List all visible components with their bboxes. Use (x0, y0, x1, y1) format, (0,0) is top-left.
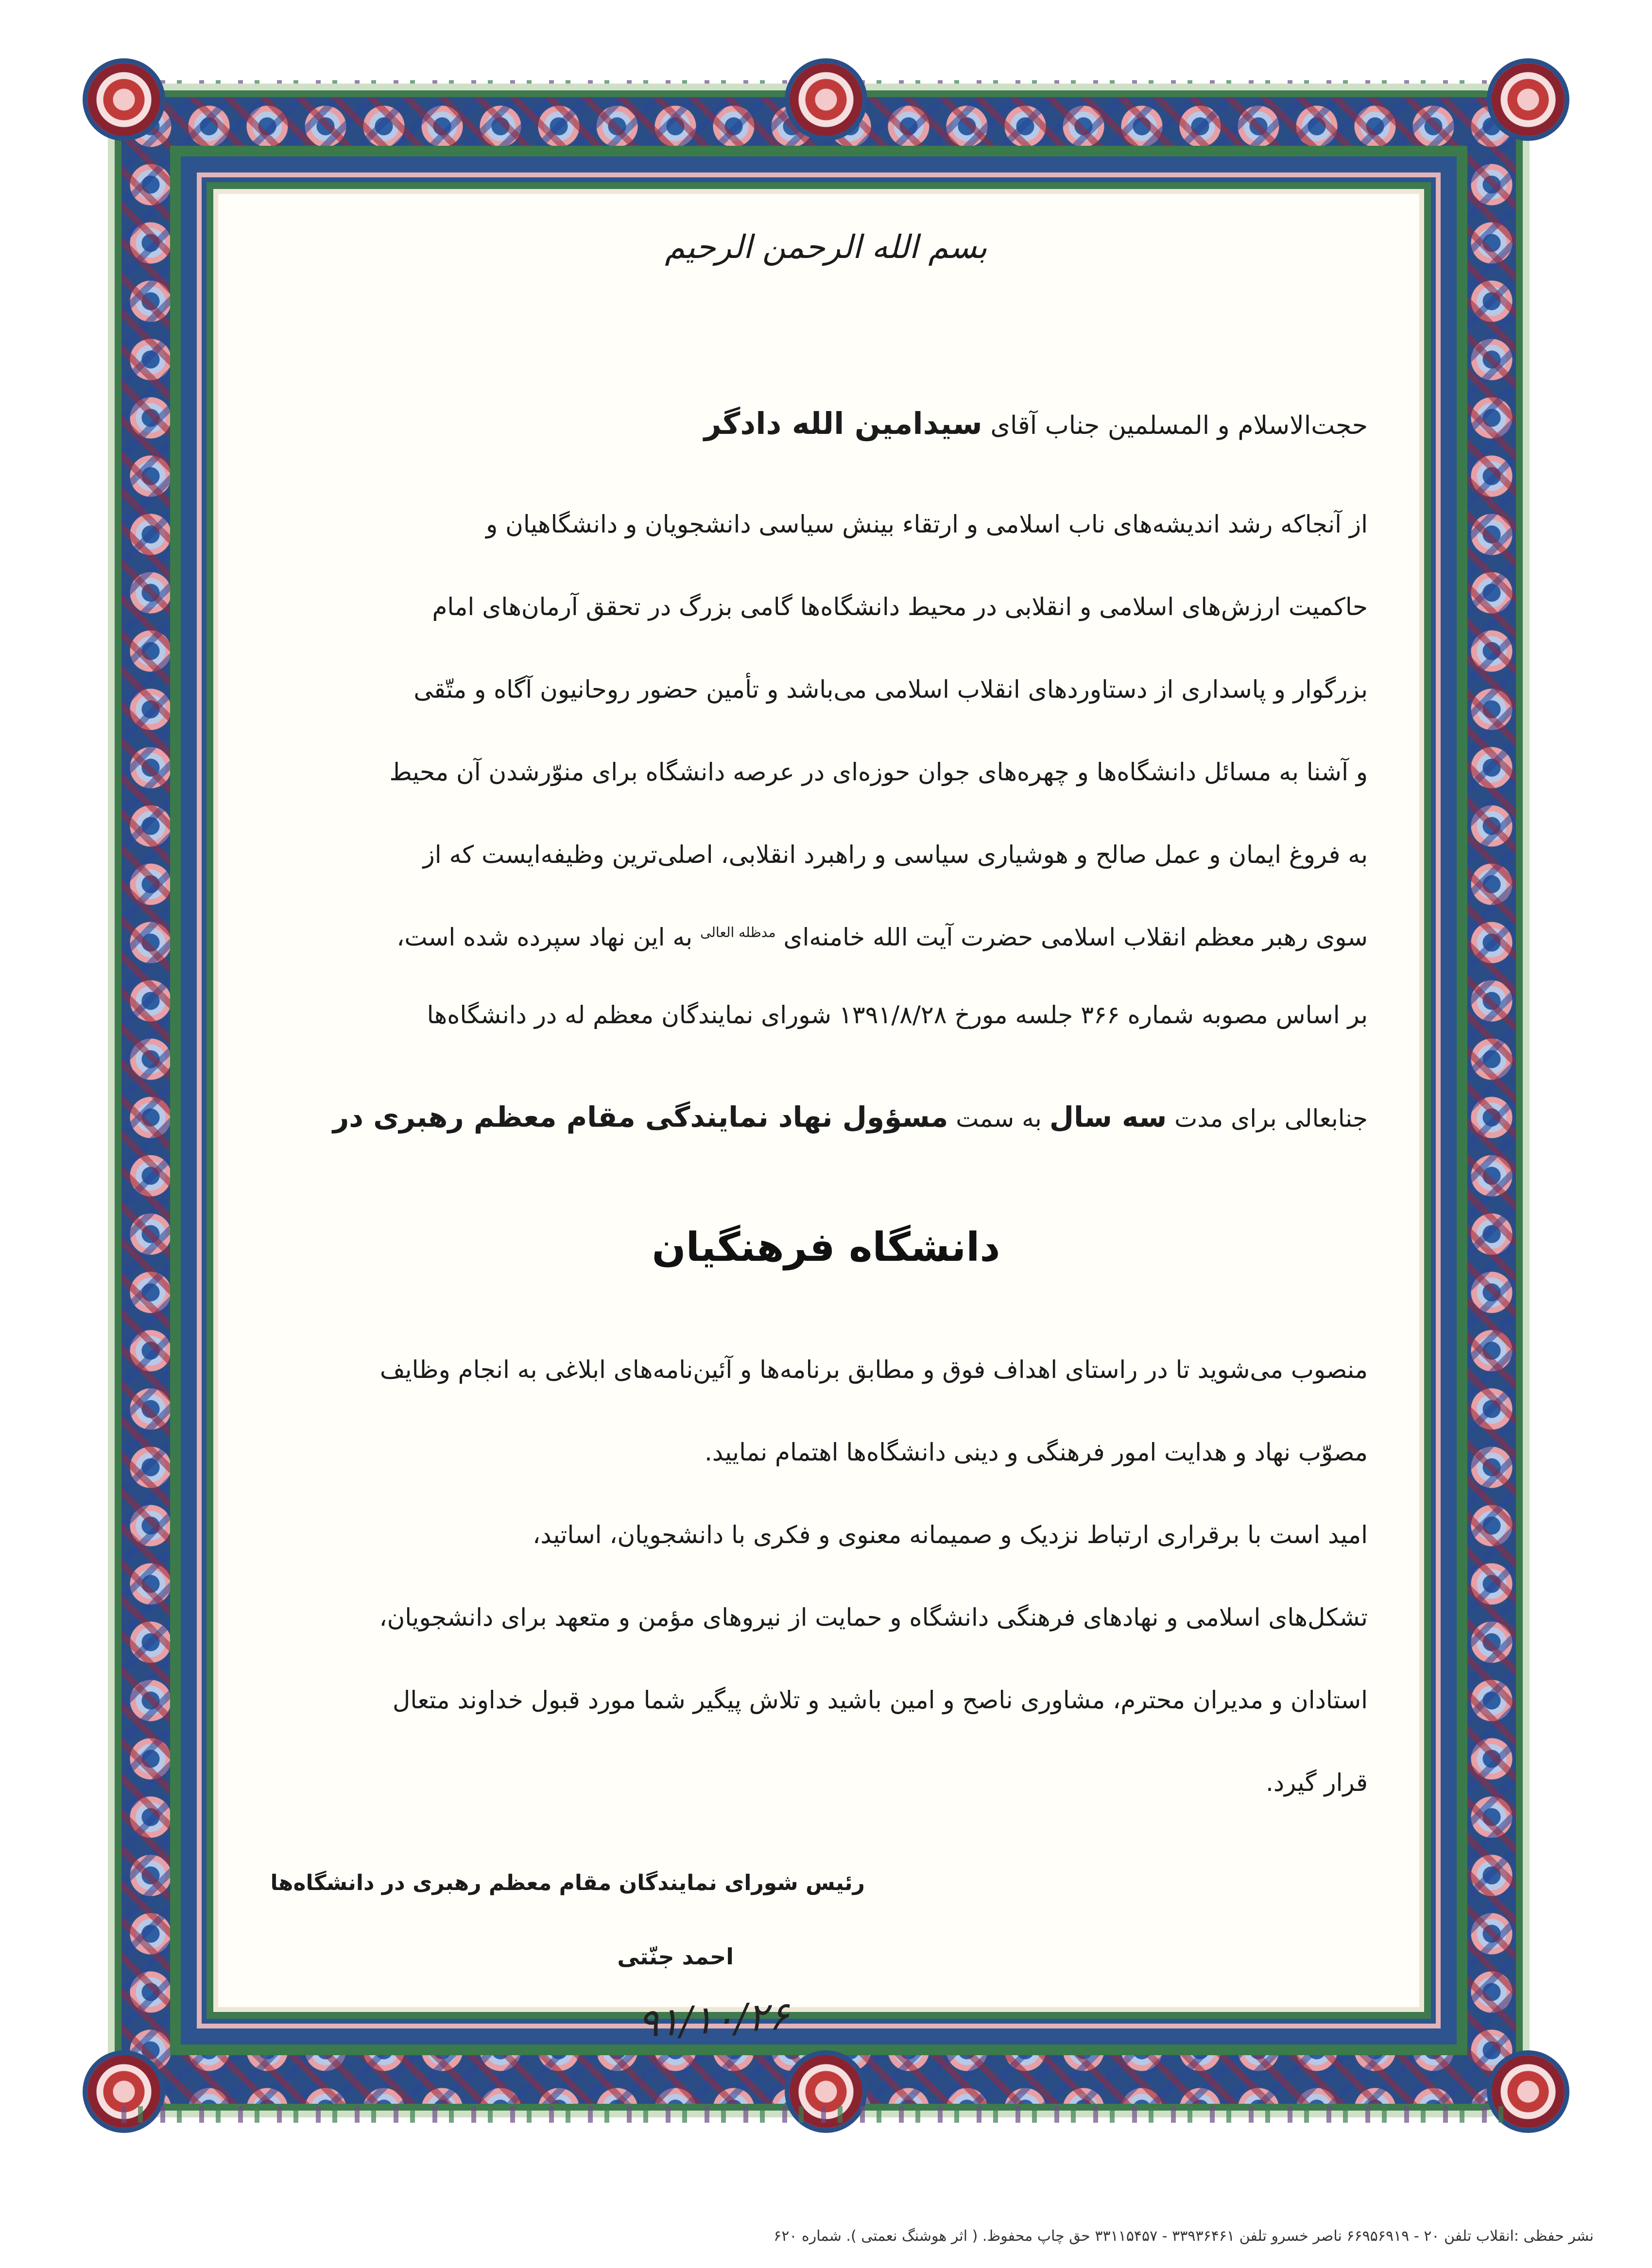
addressee-name: سیدامین الله دادگر (704, 406, 982, 441)
handwritten-signature-date: ۹۱/۱۰/۲۶ (637, 1993, 791, 2046)
body-line-4: و آشنا به مسائل دانشگاه‌ها و چهره‌های جوان حوزه‌ای در عرصه دانشگاه برای منوّرشدن آن محیط (389, 758, 1368, 786)
closing-line-2: مصوّب نهاد و هدایت امور فرهنگی و دینی دانشگاه‌ها اهتمام نمایید. (704, 1438, 1368, 1466)
body-line-2: حاکمیت ارزش‌های اسلامی و انقلابی در محیط دانشگاه‌ها گامی بزرگ در تحقق آرمان‌های امام (432, 593, 1368, 621)
signatory-title: رئیس شورای نمایندگان مقام معظم رهبری در دانشگاه‌ها (270, 1871, 865, 1895)
body-line-6 (396, 923, 1368, 951)
printer-imprint: نشر حفظی :انقلاب تلفن ۲۰ - ۶۶۹۵۶۹۱۹ ناصر خسرو تلفن ۳۳۹۳۶۴۶۱ - ۳۳۱۱۵۴۵۷ حق چاپ محفوظ. ( اثر هوشنگ نعمتی ). شماره ۶۲۰ (774, 2228, 1594, 2245)
closing-line-3: امید است با برقراری ارتباط نزدیک و صمیمانه معنوی و فکری با دانشجویان، اساتید، (533, 1521, 1368, 1549)
university-name: دانشگاه فرهنگیان (652, 1224, 1000, 1271)
bismillah-calligraphy: بسم الله الرحمن الرحیم (665, 228, 987, 266)
addressee-line (704, 406, 1368, 441)
appointment-term: سه سال (1049, 1100, 1167, 1134)
closing-line-1: منصوب می‌شوید تا در راستای اهداف فوق و مطابق برنامه‌ها و آئین‌نامه‌های ابلاغی به انجام وظایف (379, 1356, 1368, 1384)
signatory-name: احمد جنّتی (617, 1943, 734, 1970)
appointment-as: به سمت (956, 1104, 1042, 1133)
corner-rosette-top-left (87, 63, 160, 136)
body-line-3: بزرگوار و پاسداری از دستاوردهای انقلاب اسلامی می‌باشد و تأمین حضور روحانیون آگاه و متّقی (413, 675, 1368, 704)
body-line-6-start: سوی رهبر معظم انقلاب اسلامی حضرت آیت الله خامنه‌ای (783, 923, 1368, 951)
body-line-1: از آنجاکه رشد اندیشه‌های ناب اسلامی و ارتقاء بینش سیاسی دانشجویان و دانشگاهیان و (486, 510, 1368, 538)
corner-rosette-top-right (1492, 63, 1565, 136)
body-line-5: به فروغ ایمان و عمل صالح و هوشیاری سیاسی و راهبرد انقلابی، اصلی‌ترین وظیفه‌ایست که از (423, 841, 1368, 869)
closing-line-5: استادان و مدیران محترم، مشاوری ناصح و امین باشید و تلاش پیگیر شما مورد قبول خداوند متعال (392, 1686, 1368, 1714)
appointment-position: مسؤول نهاد نمایندگی مقام معظم رهبری در (332, 1100, 948, 1134)
closing-line-6: قرار گیرد. (1265, 1769, 1368, 1797)
appointment-line (333, 1100, 1368, 1134)
bottom-ornament-strip (121, 2106, 1516, 2123)
honorific: مدظله العالی (700, 924, 776, 941)
addressee-prefix: حجت‌الاسلام و المسلمین جناب آقای (990, 411, 1368, 440)
appointment-prefix: جنابعالی برای مدت (1174, 1104, 1368, 1133)
body-line-6-end: به این نهاد سپرده شده است، (396, 923, 693, 951)
top-center-rosette (790, 63, 862, 136)
resolution-line: بر اساس مصوبه شماره ۳۶۶ جلسه مورخ ۱۳۹۱/۸/۲۸ شورای نمایندگان معظم له در دانشگاه‌ها (427, 1001, 1368, 1029)
closing-line-4: تشکل‌های اسلامی و نهادهای فرهنگی دانشگاه و حمایت از نیروهای مؤمن و متعهد برای دانشجویان، (379, 1603, 1368, 1632)
